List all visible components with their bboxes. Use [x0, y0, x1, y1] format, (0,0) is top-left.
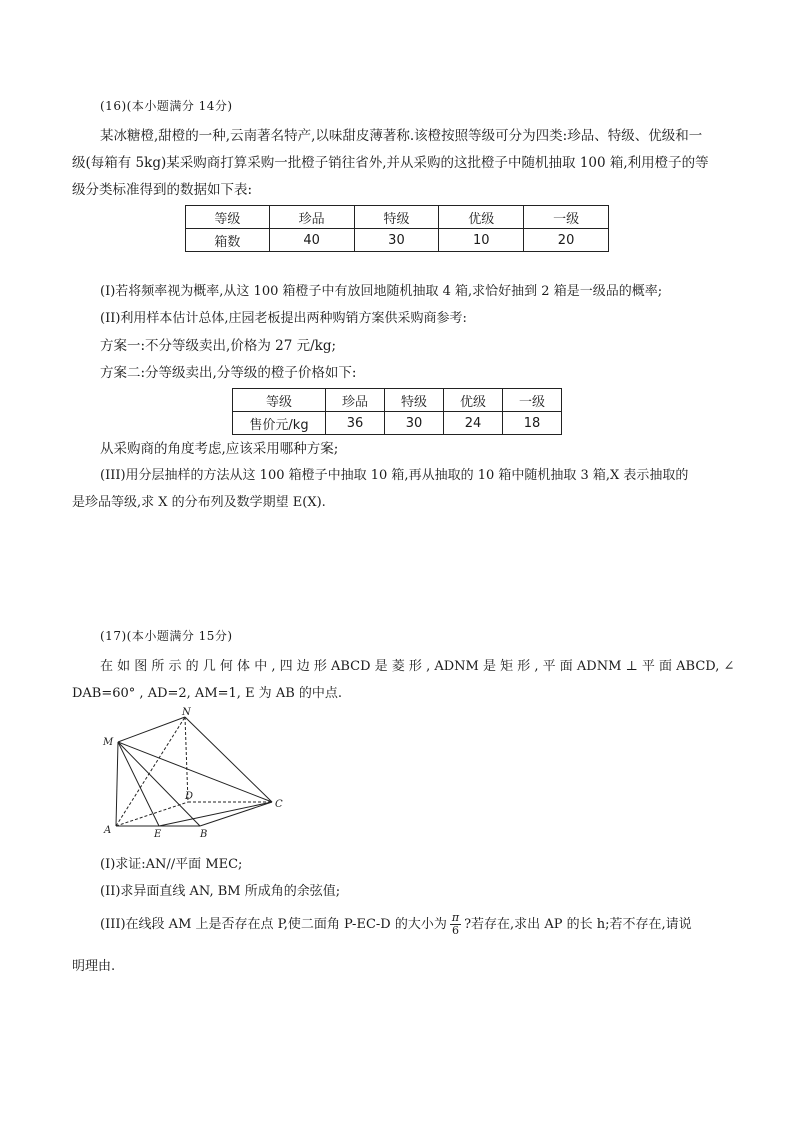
q17-header: (17)(本小题满分 15分): [100, 629, 233, 643]
q17-part3-suffix: ?若存在,求出 AP 的长 h;若不存在,请说: [464, 917, 692, 932]
q16-intro-line-3: 级分类标准得到的数据如下表:: [72, 182, 253, 198]
q16-plan2: 方案二:分等级卖出,分等级的橙子价格如下:: [100, 365, 357, 381]
price-table: [232, 388, 562, 435]
table-cell: 30: [385, 412, 444, 435]
q17-part3-prefix: (III)在线段 AM 上是否存在点 P,使二面角 P-EC-D 的大小为: [100, 917, 447, 932]
q16-intro-line-2: 级(每箱有 5kg)某采购商打算采购一批橙子销往省外,并从采购的这批橙子中随机抽取 100 箱,利用橙子的等: [72, 155, 709, 171]
label-C: C: [275, 799, 283, 810]
edge-ND: [185, 717, 188, 802]
edge-MN: [118, 717, 185, 742]
table-cell: 特级: [354, 206, 439, 229]
table-cell: 20: [524, 229, 609, 252]
table-cell: 一级: [524, 206, 609, 229]
label-E: E: [154, 829, 162, 840]
table-row: [186, 229, 609, 252]
q16-part1: (I)若将频率视为概率,从这 100 箱橙子中有放回地随机抽取 4 箱,求恰好抽到 2 箱是一级品的概率;: [100, 284, 663, 299]
label-A: A: [104, 825, 112, 836]
geometry-figure: [100, 705, 290, 845]
table-cell: 特级: [385, 389, 444, 412]
table-header-row: [186, 206, 609, 229]
fraction-numerator: π: [451, 911, 460, 924]
q16-header: (16)(本小题满分 14分): [100, 99, 233, 113]
q17-part2: (II)求异面直线 AN, BM 所成角的余弦值;: [100, 884, 341, 899]
table-cell: 优级: [439, 206, 524, 229]
edge-NC: [185, 717, 272, 802]
q16-part3-line-2: 是珍品等级,求 X 的分布列及数学期望 E(X).: [72, 495, 326, 510]
q16-part2-question: 从采购商的角度考虑,应该采用哪种方案;: [100, 441, 339, 457]
table-header-row: [233, 389, 562, 412]
table-cell: 18: [503, 412, 562, 435]
q16-part3-line-1: (III)用分层抽样的方法从这 100 箱橙子中抽取 10 箱,再从抽取的 10 箱中随机抽取 3 箱,X 表示抽取的: [100, 468, 689, 483]
table-cell: 36: [326, 412, 385, 435]
edge-MC: [118, 742, 272, 802]
label-D: D: [185, 791, 194, 802]
table-cell: 售价元/kg: [233, 412, 326, 435]
table-cell: 珍品: [326, 389, 385, 412]
table-row: [233, 412, 562, 435]
q16-part2: (II)利用样本估计总体,庄园老板提出两种购销方案供采购商参考:: [100, 311, 467, 326]
table-cell: 等级: [233, 389, 326, 412]
edge-EC: [159, 802, 272, 826]
table-cell: 30: [354, 229, 439, 252]
q16-plan1: 方案一:不分等级卖出,价格为 27 元/kg;: [100, 338, 337, 354]
q16-intro-line-1: 某冰糖橙,甜橙的一种,云南著名特产,以味甜皮薄著称.该橙按照等级可分为四类:珍品、特级、优级和一: [100, 128, 703, 144]
table-cell: 等级: [186, 206, 270, 229]
q17-intro-line-2: DAB=60° , AD=2, AM=1, E 为 AB 的中点.: [72, 686, 343, 701]
label-B: B: [200, 829, 208, 840]
table-cell: 40: [269, 229, 354, 252]
q17-part1: (I)求证:AN//平面 MEC;: [100, 857, 243, 872]
pi-over-six-fraction: [450, 912, 461, 937]
table-cell: 珍品: [269, 206, 354, 229]
table-cell: 箱数: [186, 229, 270, 252]
table-cell: 10: [439, 229, 524, 252]
label-M: M: [103, 737, 114, 748]
edge-BC: [200, 802, 272, 826]
grade-count-table: [185, 205, 609, 252]
q17-part3-line-1: [100, 912, 692, 937]
table-cell: 一级: [503, 389, 562, 412]
fraction-denominator: 6: [451, 924, 459, 937]
table-cell: 优级: [444, 389, 503, 412]
table-cell: 24: [444, 412, 503, 435]
q17-part3-line-2: 明理由.: [72, 959, 116, 974]
q17-intro-line-1: 在 如 图 所 示 的 几 何 体 中 , 四 边 形 ABCD 是 菱 形 , ADNM 是 矩 形 , 平 面 ADNM ⊥ 平 面 ABCD, ∠: [100, 659, 735, 674]
edge-MA: [116, 742, 118, 826]
label-N: N: [182, 707, 191, 718]
